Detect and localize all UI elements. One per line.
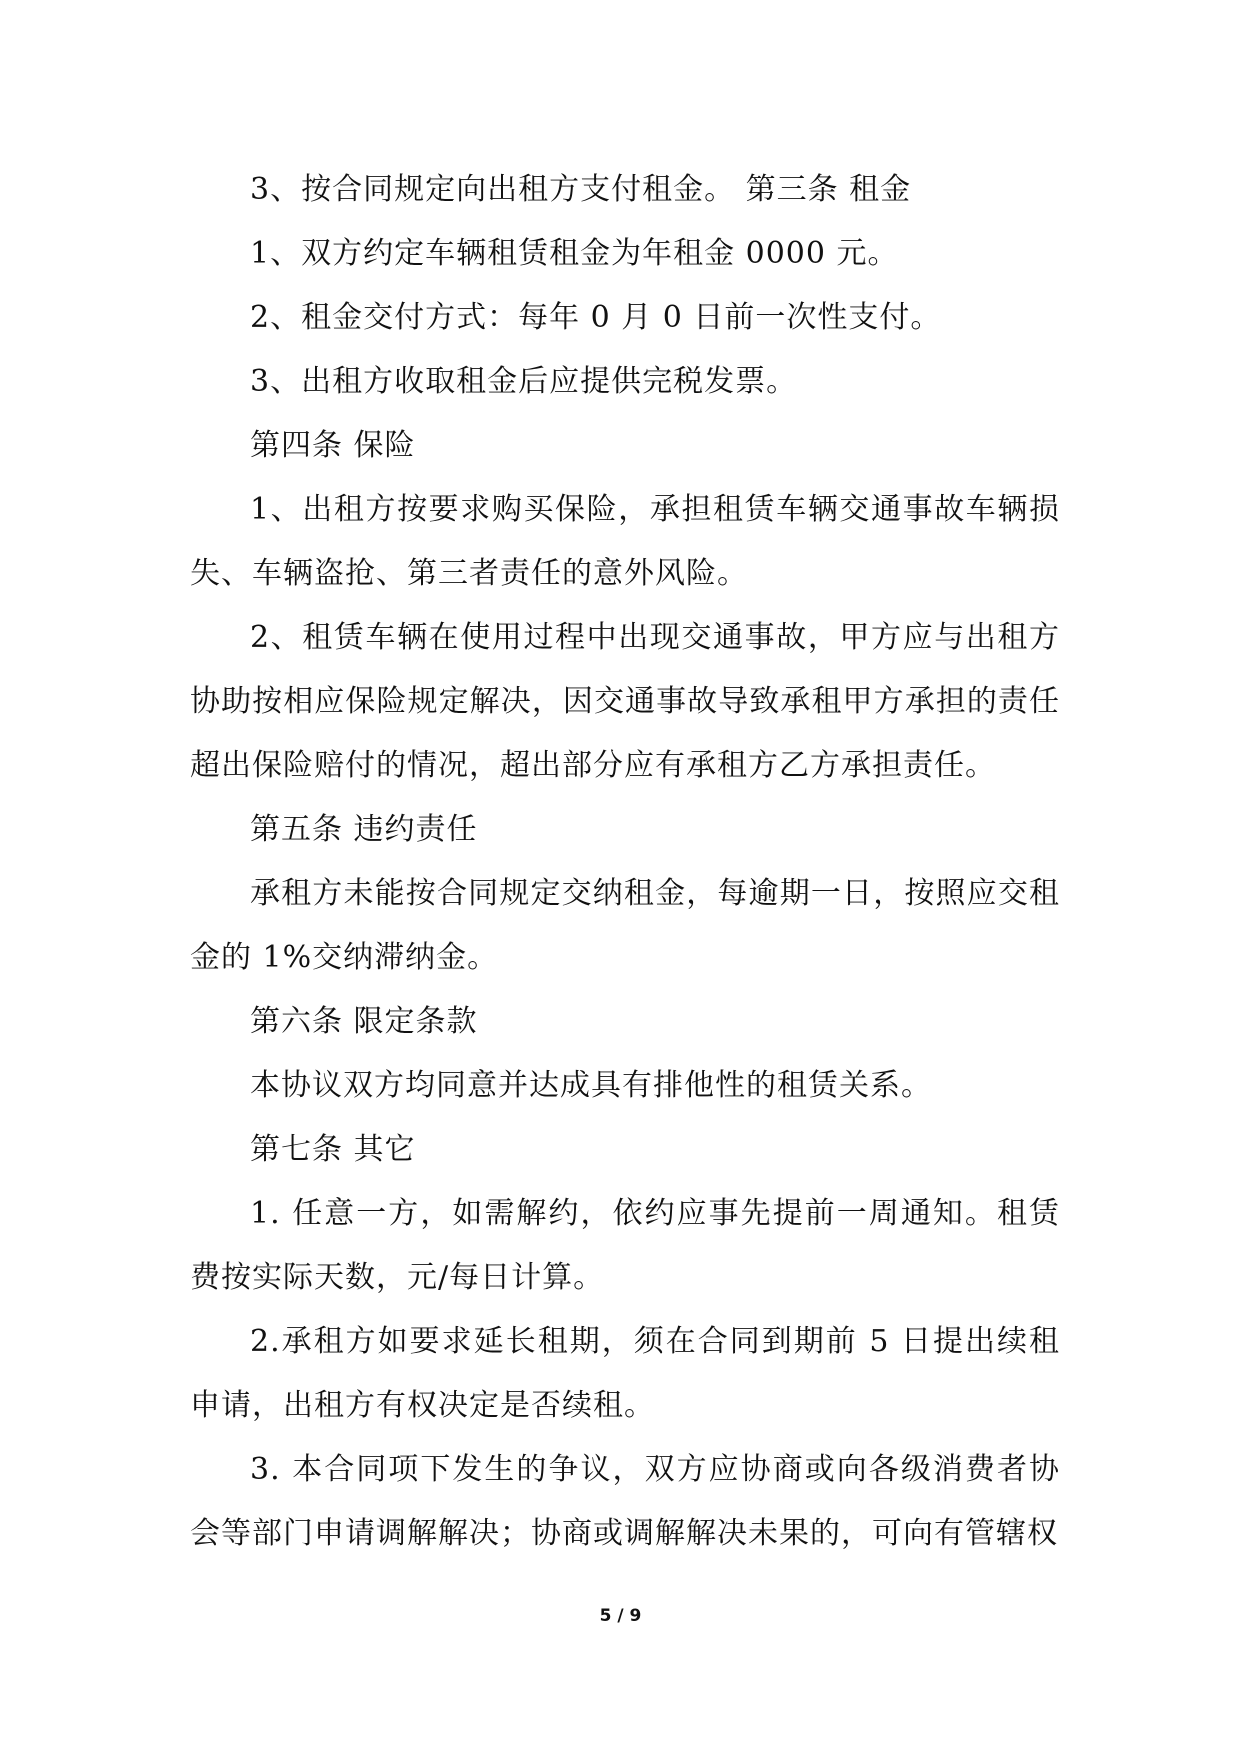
paragraph: 1、出租方按要求购买保险，承担租赁车辆交通事故车辆损失、车辆盗抢、第三者责任的意外风险。 (190, 492, 1060, 591)
document-body (190, 158, 1060, 1566)
paragraph: 承租方未能按合同规定交纳租金，每逾期一日，按照应交租金的 1%交纳滞纳金。 (190, 876, 1060, 975)
paragraph: 2、租金交付方式：每年 0 月 0 日前一次性支付。 (250, 300, 942, 335)
section-heading: 第七条 其它 (250, 1132, 416, 1167)
paragraph: 1. 任意一方，如需解约，依约应事先提前一周通知。租赁费按实际天数，元/每日计算。 (190, 1196, 1060, 1295)
paragraph: 3. 本合同项下发生的争议，双方应协商或向各级消费者协会等部门申请调解解决；协商或调解解决未果的，可向有管辖权 (190, 1452, 1060, 1551)
section-heading: 第四条 保险 (250, 428, 416, 463)
section-heading: 第五条 违约责任 (250, 812, 478, 847)
paragraph: 1、双方约定车辆租赁租金为年租金 0000 元。 (250, 236, 899, 271)
paragraph: 本协议双方均同意并达成具有排他性的租赁关系。 (250, 1068, 932, 1103)
page-number: 5 / 9 (599, 1606, 642, 1626)
paragraph: 2、租赁车辆在使用过程中出现交通事故，甲方应与出租方协助按相应保险规定解决，因交通事故导致承租甲方承担的责任超出保险赔付的情况，超出部分应有承租方乙方承担责任。 (190, 620, 1060, 783)
paragraph: 3、按合同规定向出租方支付租金。 第三条 租金 (250, 172, 912, 207)
section-heading: 第六条 限定条款 (250, 1004, 478, 1039)
paragraph: 3、出租方收取租金后应提供完税发票。 (250, 364, 798, 399)
paragraph: 2.承租方如要求延长租期，须在合同到期前 5 日提出续租申请，出租方有权决定是否续租。 (190, 1324, 1060, 1423)
